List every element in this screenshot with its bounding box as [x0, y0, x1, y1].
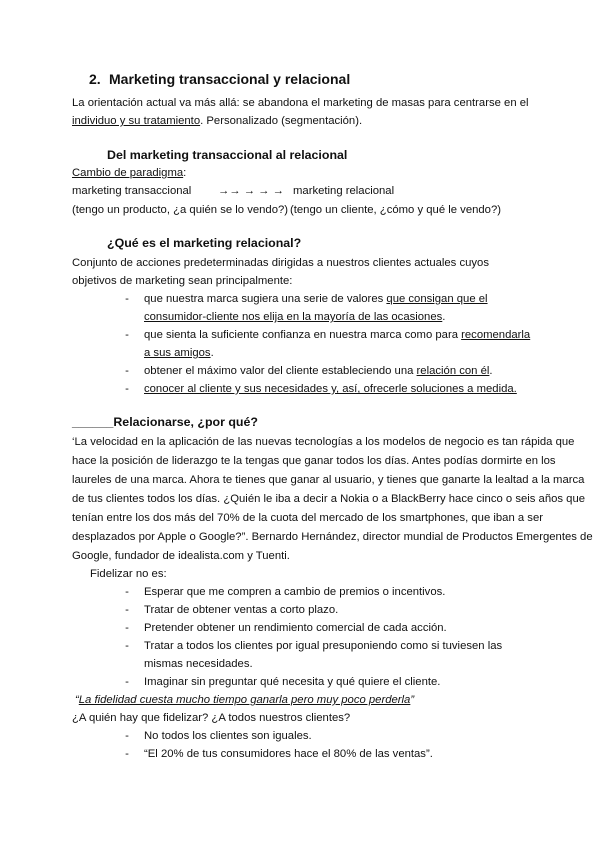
bullet-dash: - [125, 293, 129, 305]
paradigm-left-sub: (tengo un producto, ¿a quién se lo vendo?) [72, 204, 289, 216]
paragraph-line [72, 114, 362, 128]
bullet-dash: - [125, 622, 129, 634]
quote-line: hace la posición de liderazgo te la tengas que ganar todos los días. Antes podías dormirte en los [72, 455, 556, 467]
section-title: Marketing transaccional y relacional [109, 71, 351, 87]
quote-line: desplazados por Apple o Google?”. Bernardo Hernández, director mundial de Productos Emergentes de [72, 531, 593, 543]
text-span: que nuestra marca sugiera una serie de valores [144, 293, 387, 305]
list-item [144, 328, 530, 342]
paradigm-right-sub: (tengo un cliente, ¿cómo y qué le vendo?) [290, 204, 502, 216]
quote-line: de tus clientes todos los días. ¿Quién le iba a decir a Nokia o a BlackBerry hace cinco o seis años que [72, 493, 586, 505]
underlined-phrase: consumidor-cliente nos elija en la mayoría de las ocasiones [144, 311, 443, 323]
paradigm-right: marketing relacional [293, 185, 395, 197]
bullet-dash: - [125, 365, 129, 377]
paradigm-arrows: →→ → → → [218, 185, 284, 197]
paragraph-line: objetivos de marketing sean principalmente: [72, 275, 293, 287]
question-line: ¿A quién hay que fidelizar? ¿A todos nuestros clientes? [72, 712, 351, 724]
text-span: : [183, 167, 187, 179]
section-number: 2. [89, 71, 101, 87]
bullet-dash: - [125, 730, 129, 742]
subsection-title [72, 415, 258, 430]
paragraph-line: La orientación actual va más allá: se abandona el marketing de masas para centrarse en el [72, 97, 529, 109]
underlined-phrase: a sus amigos [144, 347, 211, 359]
title-blank: ______ [72, 415, 114, 429]
quote-line: ‘La velocidad en la aplicación de las nuevas tecnologías a los modelos de negocio es tan rápida que [72, 436, 575, 448]
text-span: . Personalizado (segmentación). [200, 115, 363, 127]
underlined-phrase: recomendarla [461, 329, 531, 341]
list-item: Imaginar sin preguntar qué necesita y qué quiere el cliente. [144, 676, 441, 688]
subsection-title: ¿Qué es el marketing relacional? [107, 236, 302, 250]
underlined-phrase: individuo y su tratamiento [72, 115, 201, 127]
text-span: . [489, 365, 493, 377]
underlined-phrase: relación con él [416, 365, 490, 377]
list-item: conocer al cliente y sus necesidades y, así, ofrecerle soluciones a medida. [144, 383, 517, 395]
list-item: No todos los clientes son iguales. [144, 730, 312, 742]
text-span: . [210, 347, 214, 359]
fidelizar-label: Fidelizar no es: [90, 568, 167, 580]
list-item: Tratar de obtener ventas a corto plazo. [144, 604, 339, 616]
list-item: Tratar a todos los clientes por igual presuponiendo como si tuviesen las [144, 640, 503, 652]
quote-line: tenían entre los dos más del 70% de la cuota del mercado de los smartphones, que iban a ser [72, 512, 543, 524]
paradigm-left: marketing transaccional [72, 185, 192, 197]
subsection-title: Del marketing transaccional al relacional [107, 148, 348, 162]
bullet-dash: - [125, 383, 129, 395]
list-item [144, 364, 493, 378]
list-item: Pretender obtener un rendimiento comercial de cada acción. [144, 622, 447, 634]
fidelity-quote [75, 693, 414, 707]
quote-text: La fidelidad cuesta mucho tiempo ganarla pero muy poco perderla [78, 694, 411, 706]
text-span: . [442, 311, 446, 323]
bullet-dash: - [125, 640, 129, 652]
list-item-cont [144, 346, 214, 360]
bullet-dash: - [125, 748, 129, 760]
quote-line: Google, fundador de idealista.com y Tuenti. [72, 550, 290, 562]
paradigm-label [72, 166, 186, 180]
paragraph-line: Conjunto de acciones predeterminadas dirigidas a nuestros clientes actuales cuyos [72, 257, 489, 269]
underlined-phrase: que consigan que el [386, 293, 488, 305]
bullet-dash: - [125, 329, 129, 341]
list-item-cont [144, 310, 445, 324]
underlined-label: Cambio de paradigma [72, 167, 184, 179]
quote-line: laureles de una marca. Ahora te tienes que ganar al usuario, y tienes que ganarte la lealtad a la marca [72, 474, 585, 486]
text-span: que sienta la suficiente confianza en nuestra marca como para [144, 329, 462, 341]
quote-mark-close: ” [410, 694, 415, 706]
text-span: obtener el máximo valor del cliente estableciendo una [144, 365, 417, 377]
quote-mark-open: “ [75, 694, 79, 706]
bullet-dash: - [125, 676, 129, 688]
list-item-cont: mismas necesidades. [144, 658, 253, 670]
list-item: Esperar que me compren a cambio de premios o incentivos. [144, 586, 446, 598]
title-text: Relacionarse, ¿por qué? [113, 415, 258, 429]
bullet-dash: - [125, 604, 129, 616]
list-item: “El 20% de tus consumidores hace el 80% de las ventas”. [144, 748, 433, 760]
list-item [144, 292, 488, 306]
bullet-dash: - [125, 586, 129, 598]
